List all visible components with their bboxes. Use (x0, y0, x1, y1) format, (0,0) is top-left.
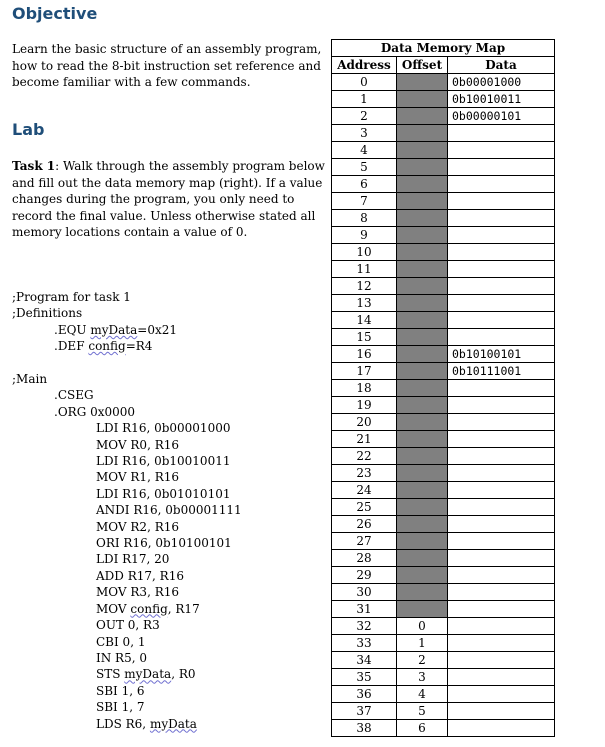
address-cell: 38 (332, 720, 397, 737)
offset-cell: 5 (397, 703, 448, 720)
offset-cell (397, 108, 448, 125)
code-line: ;Program for task 1 (12, 290, 131, 304)
objective-text: Learn the basic structure of an assembly program, how to read the 8-bit instruction set reference and become familiar with a few commands. (12, 42, 322, 89)
memory-row (332, 329, 555, 346)
address-cell: 8 (332, 210, 397, 227)
address-cell: 15 (332, 329, 397, 346)
task-1-text (12, 158, 332, 241)
memory-map-title: Data Memory Map (332, 40, 555, 57)
data-cell[interactable] (448, 227, 555, 244)
offset-cell (397, 584, 448, 601)
data-cell[interactable] (448, 669, 555, 686)
memory-row (332, 499, 555, 516)
offset-cell (397, 499, 448, 516)
offset-cell (397, 431, 448, 448)
address-cell: 26 (332, 516, 397, 533)
memory-row (332, 278, 555, 295)
code-line: .EQU myData=0x21 (54, 322, 177, 337)
lab-heading: Lab (12, 120, 45, 139)
code-line: ANDI R16, 0b00001111 (96, 503, 242, 518)
offset-cell (397, 482, 448, 499)
data-cell[interactable] (448, 516, 555, 533)
code-line: STS myData, R0 (96, 667, 196, 682)
memory-row (332, 465, 555, 482)
address-cell: 24 (332, 482, 397, 499)
address-cell: 35 (332, 669, 397, 686)
address-cell: 30 (332, 584, 397, 601)
offset-cell (397, 448, 448, 465)
offset-cell (397, 516, 448, 533)
address-cell: 6 (332, 176, 397, 193)
offset-cell (397, 176, 448, 193)
memory-row (332, 397, 555, 414)
offset-cell (397, 601, 448, 618)
address-cell: 19 (332, 397, 397, 414)
memory-row (332, 193, 555, 210)
code-line: MOV R0, R16 (96, 437, 179, 452)
address-cell: 4 (332, 142, 397, 159)
address-cell: 17 (332, 363, 397, 380)
memory-row (332, 431, 555, 448)
offset-cell (397, 329, 448, 346)
offset-cell (397, 125, 448, 142)
address-cell: 12 (332, 278, 397, 295)
code-line: MOV config, R17 (96, 601, 200, 616)
data-cell[interactable] (448, 261, 555, 278)
address-cell: 33 (332, 635, 397, 652)
address-cell: 22 (332, 448, 397, 465)
memory-row (332, 567, 555, 584)
code-line: CBI 0, 1 (96, 634, 146, 649)
memory-row (332, 550, 555, 567)
data-cell[interactable] (448, 550, 555, 567)
memory-row (332, 380, 555, 397)
address-cell: 32 (332, 618, 397, 635)
offset-cell (397, 278, 448, 295)
offset-cell (397, 74, 448, 91)
data-cell[interactable] (448, 686, 555, 703)
offset-cell (397, 567, 448, 584)
offset-cell (397, 261, 448, 278)
code-line: SBI 1, 6 (96, 683, 145, 698)
address-cell: 29 (332, 567, 397, 584)
memory-row (332, 108, 555, 125)
code-line: IN R5, 0 (96, 650, 147, 665)
memory-row (332, 74, 555, 91)
data-cell[interactable] (448, 533, 555, 550)
memory-row (332, 686, 555, 703)
offset-cell (397, 193, 448, 210)
offset-cell (397, 550, 448, 567)
address-cell: 27 (332, 533, 397, 550)
memory-row (332, 533, 555, 550)
offset-header: Offset (397, 57, 448, 74)
offset-cell (397, 346, 448, 363)
memory-row (332, 669, 555, 686)
data-cell[interactable]: 0b00001000 (448, 74, 555, 91)
offset-cell (397, 414, 448, 431)
data-cell[interactable] (448, 618, 555, 635)
data-cell[interactable] (448, 567, 555, 584)
offset-cell: 1 (397, 635, 448, 652)
code-line: .CSEG (54, 388, 94, 403)
memory-row (332, 584, 555, 601)
code-line: ;Main (12, 372, 48, 387)
offset-cell (397, 533, 448, 550)
data-cell[interactable] (448, 720, 555, 737)
data-cell[interactable]: 0b00000101 (448, 108, 555, 125)
offset-cell (397, 380, 448, 397)
code-line: ;Definitions (12, 306, 83, 321)
data-cell[interactable] (448, 448, 555, 465)
memory-row (332, 312, 555, 329)
code-line: MOV R2, R16 (96, 519, 179, 534)
address-cell: 5 (332, 159, 397, 176)
code-line: SBI 1, 7 (96, 700, 145, 715)
data-cell[interactable] (448, 431, 555, 448)
address-cell: 14 (332, 312, 397, 329)
memory-row (332, 363, 555, 380)
offset-cell: 0 (397, 618, 448, 635)
address-cell: 31 (332, 601, 397, 618)
address-cell: 0 (332, 74, 397, 91)
data-cell[interactable] (448, 329, 555, 346)
offset-cell (397, 397, 448, 414)
code-line: ADD R17, R16 (96, 568, 184, 583)
memory-row (332, 295, 555, 312)
code-line (12, 355, 242, 371)
memory-row (332, 652, 555, 669)
address-cell: 13 (332, 295, 397, 312)
code-line: LDI R16, 0b10010011 (96, 454, 231, 469)
data-cell[interactable] (448, 584, 555, 601)
memory-row (332, 618, 555, 635)
offset-cell (397, 363, 448, 380)
address-cell: 16 (332, 346, 397, 363)
address-cell: 21 (332, 431, 397, 448)
offset-cell (397, 312, 448, 329)
address-cell: 18 (332, 380, 397, 397)
address-cell: 36 (332, 686, 397, 703)
address-cell: 2 (332, 108, 397, 125)
data-cell[interactable] (448, 635, 555, 652)
objective-heading: Objective (12, 4, 98, 23)
data-cell[interactable] (448, 159, 555, 176)
data-cell[interactable] (448, 210, 555, 227)
memory-row (332, 414, 555, 431)
code-line: MOV R3, R16 (96, 585, 179, 600)
code-line: .ORG 0x0000 (54, 404, 136, 419)
memory-row (332, 210, 555, 227)
offset-cell: 3 (397, 669, 448, 686)
code-line: .DEF config=R4 (54, 339, 153, 354)
offset-cell (397, 295, 448, 312)
data-cell[interactable] (448, 601, 555, 618)
address-cell: 3 (332, 125, 397, 142)
address-cell: 28 (332, 550, 397, 567)
data-cell[interactable] (448, 176, 555, 193)
offset-cell (397, 91, 448, 108)
memory-row (332, 159, 555, 176)
offset-cell (397, 244, 448, 261)
data-cell[interactable] (448, 414, 555, 431)
address-cell: 9 (332, 227, 397, 244)
memory-row (332, 176, 555, 193)
memory-row (332, 244, 555, 261)
address-cell: 11 (332, 261, 397, 278)
data-cell[interactable] (448, 278, 555, 295)
data-cell[interactable]: 0b10111001 (448, 363, 555, 380)
memory-row (332, 703, 555, 720)
data-memory-map (331, 39, 555, 737)
address-header: Address (332, 57, 397, 74)
data-cell[interactable] (448, 312, 555, 329)
code-line: LDS R6, myData (96, 716, 197, 731)
assembly-program (12, 289, 242, 732)
task-1-instructions: : Walk through the assembly program below and fill out the data memory map (right). If a value changes during the program, you only need to record the final value. Unless otherwise stated all memory locations contain a value of 0. (12, 159, 325, 239)
data-cell[interactable] (448, 397, 555, 414)
memory-row (332, 482, 555, 499)
memory-row (332, 261, 555, 278)
memory-row (332, 142, 555, 159)
code-line: MOV R1, R16 (96, 470, 179, 485)
code-line: LDI R17, 20 (96, 552, 170, 567)
memory-row (332, 346, 555, 363)
data-cell[interactable] (448, 125, 555, 142)
code-line: LDI R16, 0b01010101 (96, 486, 231, 501)
data-cell[interactable] (448, 244, 555, 261)
data-cell[interactable] (448, 499, 555, 516)
address-cell: 25 (332, 499, 397, 516)
data-cell[interactable]: 0b10100101 (448, 346, 555, 363)
address-cell: 7 (332, 193, 397, 210)
memory-row (332, 227, 555, 244)
data-header: Data (448, 57, 555, 74)
memory-row (332, 601, 555, 618)
address-cell: 20 (332, 414, 397, 431)
data-cell[interactable] (448, 295, 555, 312)
memory-row (332, 720, 555, 737)
address-cell: 34 (332, 652, 397, 669)
offset-cell: 2 (397, 652, 448, 669)
address-cell: 10 (332, 244, 397, 261)
data-cell[interactable] (448, 380, 555, 397)
task-1-label: Task 1 (12, 159, 56, 173)
data-cell[interactable] (448, 465, 555, 482)
memory-row (332, 635, 555, 652)
memory-row (332, 125, 555, 142)
memory-row (332, 516, 555, 533)
offset-cell (397, 142, 448, 159)
memory-row (332, 448, 555, 465)
offset-cell: 6 (397, 720, 448, 737)
code-line: ORI R16, 0b10100101 (96, 536, 232, 551)
offset-cell (397, 227, 448, 244)
code-line: LDI R16, 0b00001000 (96, 421, 231, 436)
data-cell[interactable] (448, 193, 555, 210)
address-cell: 37 (332, 703, 397, 720)
data-cell[interactable] (448, 703, 555, 720)
data-cell[interactable] (448, 652, 555, 669)
data-cell[interactable] (448, 482, 555, 499)
data-cell[interactable] (448, 142, 555, 159)
offset-cell (397, 159, 448, 176)
memory-row (332, 91, 555, 108)
offset-cell (397, 465, 448, 482)
code-line: OUT 0, R3 (96, 618, 160, 633)
address-cell: 23 (332, 465, 397, 482)
offset-cell: 4 (397, 686, 448, 703)
offset-cell (397, 210, 448, 227)
address-cell: 1 (332, 91, 397, 108)
data-cell[interactable]: 0b10010011 (448, 91, 555, 108)
